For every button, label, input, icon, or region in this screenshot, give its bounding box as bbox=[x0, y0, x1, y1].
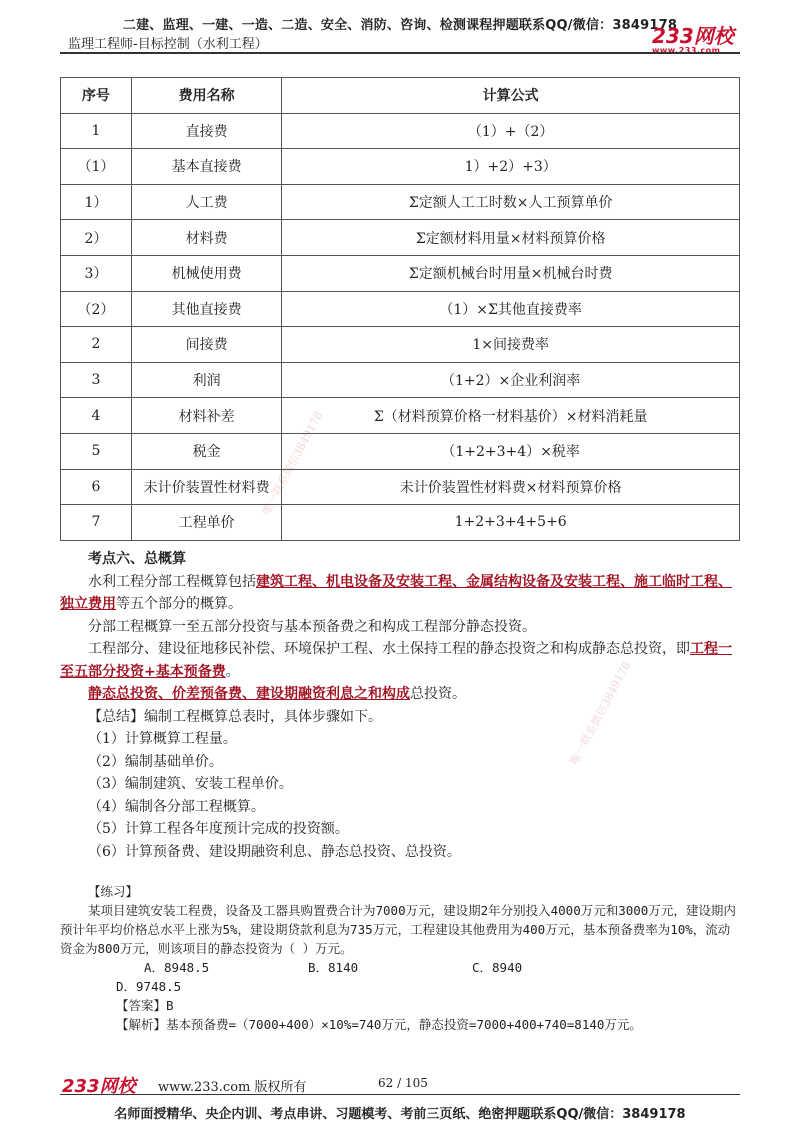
table-row bbox=[61, 291, 740, 327]
footer-bottom-line: 名师面授精华、央企内训、考点串讲、习题模考、考前三页纸、绝密押题联系QQ/微信：3849178 bbox=[114, 1107, 686, 1122]
cell-formula: （1）×Σ其他直接费率 bbox=[282, 291, 740, 327]
footer-divider bbox=[60, 1094, 740, 1095]
cell-no: 5 bbox=[61, 433, 132, 469]
cell-formula: Σ定额人工工时数×人工预算单价 bbox=[282, 184, 740, 220]
table-row bbox=[61, 327, 740, 363]
table-row bbox=[61, 398, 740, 434]
cell-name: 直接费 bbox=[131, 113, 281, 149]
p3-text-b: 。 bbox=[225, 663, 240, 680]
table-row bbox=[61, 220, 740, 256]
option-c: C．8940 bbox=[472, 960, 523, 975]
cell-name: 基本直接费 bbox=[131, 149, 281, 185]
cell-no: （2） bbox=[61, 291, 132, 327]
cell-name: 其他直接费 bbox=[131, 291, 281, 327]
cell-no: 1 bbox=[61, 113, 132, 149]
table-row bbox=[61, 255, 740, 291]
cell-name: 人工费 bbox=[131, 184, 281, 220]
cell-no: （1） bbox=[61, 149, 132, 185]
paragraph-4 bbox=[60, 683, 740, 706]
p1-highlight: 建筑工程、机电设备及安装工程、金属结构设备及安装工程、施工临时工程、独立费用 bbox=[60, 573, 732, 612]
list-item: （5）计算工程各年度预计完成的投资额。 bbox=[88, 821, 349, 837]
cell-formula: （1+2）×企业利润率 bbox=[282, 362, 740, 398]
brand-logo-url: www.233.com bbox=[652, 46, 721, 55]
cell-formula: Σ（材料预算价格一材料基价）×材料消耗量 bbox=[282, 398, 740, 434]
cell-name: 机械使用费 bbox=[131, 255, 281, 291]
cell-no: 1） bbox=[61, 184, 132, 220]
p4-text-b: 总投资。 bbox=[410, 686, 466, 702]
list-item: （3）编制建筑、安装工程单价。 bbox=[88, 776, 293, 792]
brand-logo bbox=[652, 20, 734, 55]
table-row bbox=[61, 433, 740, 469]
table-row bbox=[61, 469, 740, 505]
cell-formula: Σ定额机械台时用量×机械台时费 bbox=[282, 255, 740, 291]
paragraph-3 bbox=[60, 638, 740, 683]
paragraph-2: 分部工程概算一至五部分投资与基本预备费之和构成工程部分静态投资。 bbox=[88, 618, 536, 635]
table-row bbox=[61, 505, 740, 541]
cell-no: 7 bbox=[61, 505, 132, 541]
exercise-answer: 【答案】B bbox=[116, 998, 174, 1013]
table-row bbox=[61, 149, 740, 185]
exercise-options bbox=[60, 958, 740, 996]
cell-no: 3） bbox=[61, 255, 132, 291]
p3-text-a: 工程部分、建设征地移民补偿、环境保护工程、水土保持工程的静态投资之和构成静态总投资，即 bbox=[88, 641, 690, 657]
cell-name: 间接费 bbox=[131, 327, 281, 363]
header-divider bbox=[60, 52, 740, 54]
footer-logo: 233网校 bbox=[62, 1076, 136, 1097]
cell-name: 材料费 bbox=[131, 220, 281, 256]
cell-formula: （1+2+3+4）×税率 bbox=[282, 433, 740, 469]
exercise-analysis: 【解析】基本预备费=（7000+400）×10%=740万元，静态投资=7000+400+740=8140万元。 bbox=[116, 1017, 642, 1032]
footer-site: www.233.com 版权所有 bbox=[158, 1080, 307, 1095]
cell-name: 未计价装置性材料费 bbox=[131, 469, 281, 505]
cell-no: 2） bbox=[61, 220, 132, 256]
cell-no: 4 bbox=[61, 398, 132, 434]
cell-formula: 未计价装置性材料费×材料预算价格 bbox=[282, 469, 740, 505]
list-item: （2）编制基础单价。 bbox=[88, 753, 223, 770]
table-row bbox=[61, 184, 740, 220]
cost-formula-table bbox=[60, 77, 740, 541]
cell-formula: Σ定额材料用量×材料预算价格 bbox=[282, 220, 740, 256]
cell-formula: 1）+2）+3） bbox=[282, 149, 740, 185]
summary-line: 【总结】编制工程概算总表时，具体步骤如下。 bbox=[88, 708, 382, 725]
list-item: （1）计算概算工程量。 bbox=[88, 731, 237, 747]
list-item: （6）计算预备费、建设期融资利息、静态总投资、总投资。 bbox=[88, 843, 461, 860]
option-b: B．8140 bbox=[308, 960, 359, 975]
p1-text-a: 水利工程分部工程概算包括 bbox=[88, 573, 256, 590]
list-item: （4）编制各分部工程概算。 bbox=[88, 798, 265, 815]
option-d: D．9748.5 bbox=[116, 979, 182, 994]
cell-name: 利润 bbox=[131, 362, 281, 398]
cell-no: 6 bbox=[61, 469, 132, 505]
cell-name: 税金 bbox=[131, 433, 281, 469]
section-title: 考点六、总概算 bbox=[88, 551, 186, 567]
cell-name: 材料补差 bbox=[131, 398, 281, 434]
brand-logo-text: 233网校 bbox=[652, 24, 734, 48]
p4-highlight: 静态总投资、价差预备费、建设期融资利息之和构成 bbox=[88, 686, 410, 702]
cell-no: 3 bbox=[61, 362, 132, 398]
p1-text-b: 等五个部分的概算。 bbox=[116, 596, 242, 612]
page-number: 62 / 105 bbox=[378, 1076, 428, 1090]
cell-formula: （1）+（2） bbox=[282, 113, 740, 149]
watermark-2: 唯一联系微信3849178 bbox=[567, 659, 634, 768]
section-body bbox=[60, 548, 740, 863]
document-subtitle: 监理工程师-目标控制（水利工程） bbox=[68, 37, 268, 52]
exercise-question: 某项目建筑安装工程费，设备及工器具购置费合计为7000万元，建设期2年分别投入4000万元和3000万元，建设期内预计年平均价格总水平上涨为5%，建设期贷款利息为735万元，工程建设其他费用为400万元，基本预备费率为10%，流动资金为800万元，则该项目的静态投资为（ ）万元。 bbox=[60, 903, 736, 956]
col-header-formula: 计算公式 bbox=[282, 78, 740, 114]
col-header-name: 费用名称 bbox=[131, 78, 281, 114]
header-top-line: 二建、监理、一建、一造、二造、安全、消防、咨询、检测课程押题联系QQ/微信：3849178 bbox=[122, 18, 678, 33]
exercise-label: 【练习】 bbox=[88, 884, 139, 899]
table-row bbox=[61, 113, 740, 149]
paragraph-1 bbox=[60, 571, 740, 616]
col-header-no: 序号 bbox=[61, 78, 132, 114]
summary-steps-list bbox=[60, 728, 740, 863]
table-header-row bbox=[61, 78, 740, 114]
cell-formula: 1+2+3+4+5+6 bbox=[282, 505, 740, 541]
watermark-1: 唯一联系微信3849178 bbox=[259, 409, 326, 518]
exercise-block bbox=[60, 882, 740, 1034]
cell-no: 2 bbox=[61, 327, 132, 363]
cell-formula: 1×间接费率 bbox=[282, 327, 740, 363]
table-row bbox=[61, 362, 740, 398]
p3-highlight: 工程一至五部分投资+基本预备费 bbox=[60, 641, 732, 680]
option-a: A．8948.5 bbox=[144, 960, 210, 975]
cell-name: 工程单价 bbox=[131, 505, 281, 541]
